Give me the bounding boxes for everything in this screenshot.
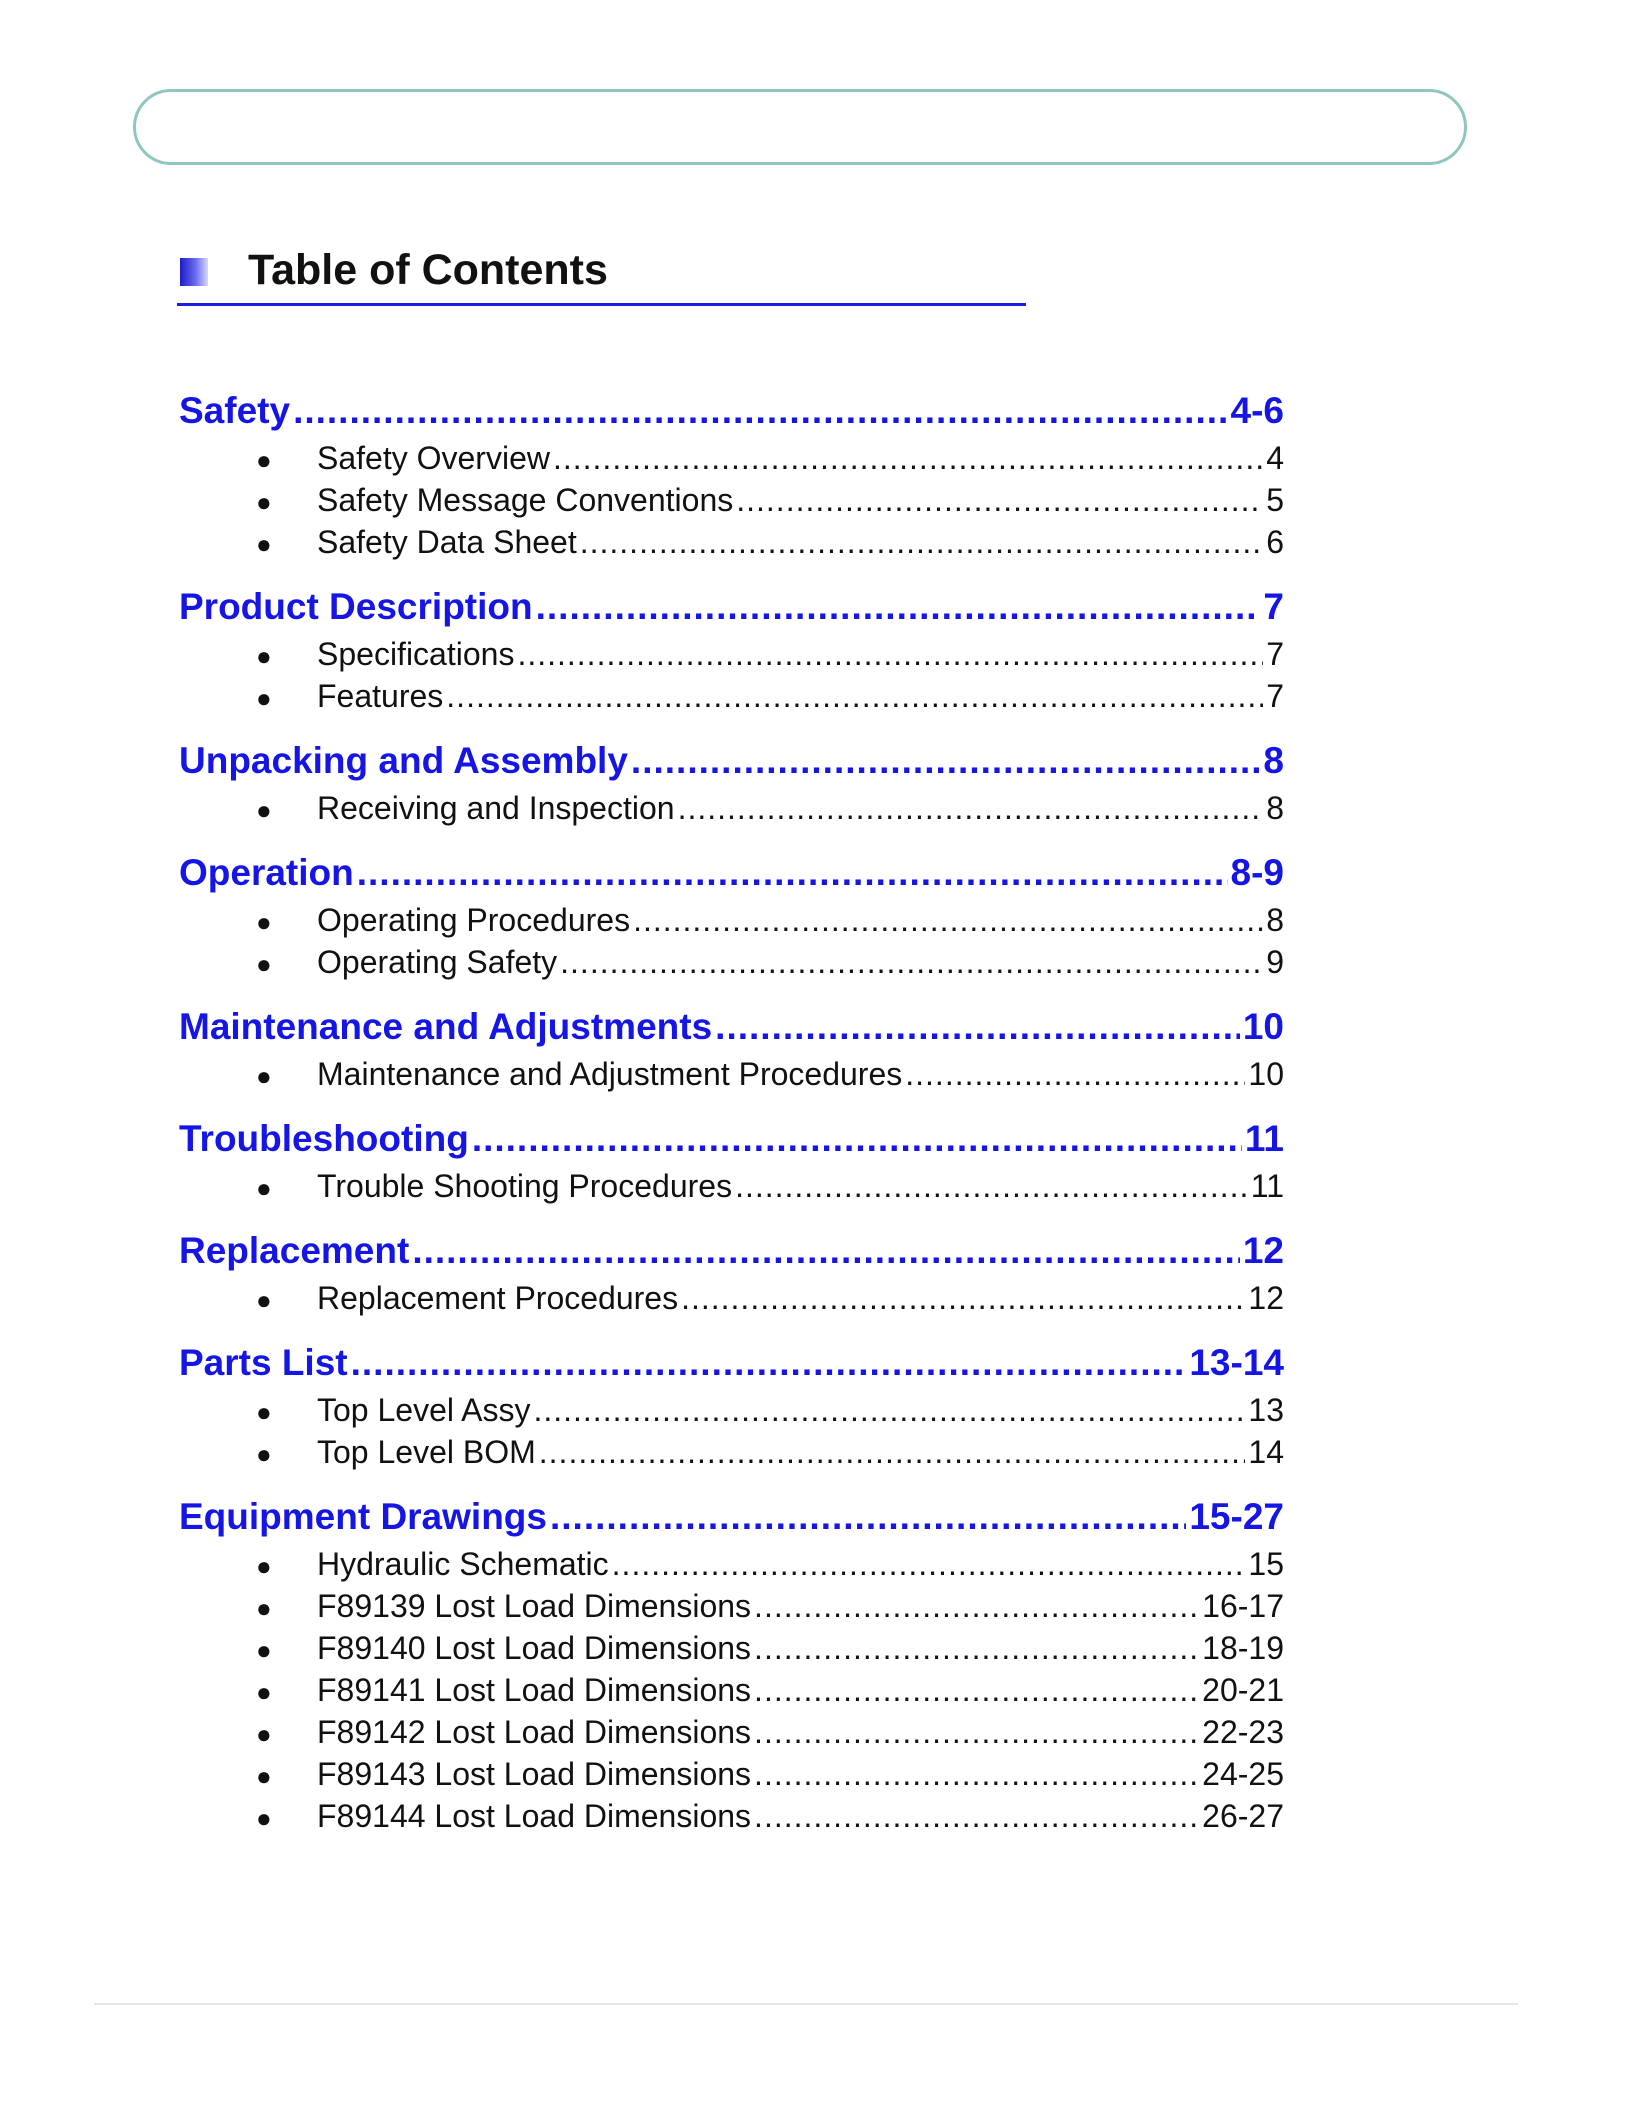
toc-section-page: 11 — [1244, 1118, 1284, 1159]
toc-subentry[interactable] — [179, 675, 1284, 717]
toc-subentry-title: Top Level Assy — [317, 1392, 531, 1428]
toc-section-entry[interactable] — [179, 847, 1284, 899]
toc-subentry-page: 6 — [1266, 524, 1284, 560]
toc-section-page: 7 — [1263, 586, 1284, 627]
toc-section-title: Parts List — [179, 1342, 348, 1383]
toc-list — [179, 385, 1284, 1837]
toc-subentry[interactable] — [179, 1543, 1284, 1585]
toc-subentry[interactable] — [179, 479, 1284, 521]
toc-subentry-page: 14 — [1248, 1434, 1284, 1470]
toc-subentry[interactable] — [179, 941, 1284, 983]
toc-subentry-page: 8 — [1266, 790, 1284, 826]
dot-leader — [905, 1053, 1245, 1095]
toc-subentry[interactable] — [179, 1389, 1284, 1431]
toc-subentry[interactable] — [179, 1585, 1284, 1627]
dot-leader — [293, 385, 1227, 437]
toc-section-page: 4-6 — [1230, 390, 1284, 431]
dot-leader — [681, 1277, 1245, 1319]
toc-section-entry[interactable] — [179, 1001, 1284, 1053]
toc-section-page: 10 — [1242, 1006, 1284, 1047]
toc-subentry[interactable] — [179, 1165, 1284, 1207]
toc-subentry-page: 13 — [1248, 1392, 1284, 1428]
toc-section-entry[interactable] — [179, 1491, 1284, 1543]
toc-section-page: 8-9 — [1230, 852, 1284, 893]
toc-subentry[interactable] — [179, 633, 1284, 675]
toc-subentry-page: 26-27 — [1202, 1798, 1284, 1834]
toc-subentry-title: Maintenance and Adjustment Procedures — [317, 1056, 903, 1092]
dot-leader — [754, 1795, 1199, 1837]
bullet-dot-icon: ● — [256, 795, 272, 825]
toc-subentry[interactable] — [179, 1053, 1284, 1095]
dot-leader — [580, 521, 1263, 563]
dot-leader — [536, 581, 1261, 633]
toc-subentry[interactable] — [179, 1753, 1284, 1795]
dot-leader — [539, 1431, 1246, 1473]
toc-section-page: 15-27 — [1189, 1496, 1284, 1537]
bullet-dot-icon: ● — [256, 1285, 272, 1315]
dot-leader — [754, 1669, 1199, 1711]
toc-section-entry[interactable] — [179, 581, 1284, 633]
toc-subentry-page: 22-23 — [1202, 1714, 1284, 1750]
toc-section-entry[interactable] — [179, 385, 1284, 437]
bullet-dot-icon: ● — [256, 1439, 272, 1469]
dot-leader — [631, 735, 1261, 787]
toc-subentry-page: 10 — [1248, 1056, 1284, 1092]
bullet-dot-icon: ● — [256, 1803, 272, 1833]
dot-leader — [550, 1491, 1186, 1543]
toc-subentry[interactable] — [179, 1277, 1284, 1319]
toc-subentry-title: Replacement Procedures — [317, 1280, 679, 1316]
toc-subentry-page: 15 — [1248, 1546, 1284, 1582]
toc-heading — [177, 236, 1026, 306]
toc-subentry[interactable] — [179, 1627, 1284, 1669]
bullet-dot-icon: ● — [256, 1719, 272, 1749]
bullet-dot-icon: ● — [256, 445, 272, 475]
toc-section-title: Troubleshooting — [179, 1118, 469, 1159]
toc-subentry-title: F89141 Lost Load Dimensions — [317, 1672, 752, 1708]
bullet-dot-icon: ● — [256, 1397, 272, 1427]
toc-subentry-page: 20-21 — [1202, 1672, 1284, 1708]
toc-section-page: 13-14 — [1189, 1342, 1284, 1383]
toc-subentry-title: F89144 Lost Load Dimensions — [317, 1798, 752, 1834]
toc-subentry[interactable] — [179, 899, 1284, 941]
bullet-dot-icon: ● — [256, 1593, 272, 1623]
toc-section-title: Safety — [179, 390, 291, 431]
toc-subentry-title: Receiving and Inspection — [317, 790, 675, 826]
dot-leader — [357, 847, 1228, 899]
bullet-dot-icon: ● — [256, 1173, 272, 1203]
dot-leader — [754, 1753, 1199, 1795]
toc-subentry-title: F89140 Lost Load Dimensions — [317, 1630, 752, 1666]
toc-subentry-page: 9 — [1266, 944, 1284, 980]
toc-subentry[interactable] — [179, 1431, 1284, 1473]
dot-leader — [472, 1113, 1242, 1165]
toc-subentry-page: 5 — [1266, 482, 1284, 518]
toc-section-title: Unpacking and Assembly — [179, 740, 628, 781]
toc-subentry-page: 16-17 — [1202, 1588, 1284, 1624]
dot-leader — [754, 1627, 1199, 1669]
toc-section-entry[interactable] — [179, 1113, 1284, 1165]
dot-leader — [736, 479, 1263, 521]
dot-leader — [735, 1165, 1248, 1207]
dot-leader — [446, 675, 1263, 717]
toc-subentry-title: Specifications — [317, 636, 515, 672]
toc-subentry[interactable] — [179, 1669, 1284, 1711]
toc-subentry-page: 7 — [1266, 678, 1284, 714]
dot-leader — [678, 787, 1264, 829]
toc-subentry[interactable] — [179, 1711, 1284, 1753]
toc-subentry-page: 7 — [1266, 636, 1284, 672]
dot-leader — [754, 1711, 1199, 1753]
dot-leader — [517, 633, 1263, 675]
toc-subentry-page: 8 — [1266, 902, 1284, 938]
dot-leader — [412, 1225, 1240, 1277]
toc-subentry-title: F89143 Lost Load Dimensions — [317, 1756, 752, 1792]
dot-leader — [553, 437, 1263, 479]
footer-divider — [94, 2003, 1518, 2005]
bullet-dot-icon: ● — [256, 1677, 272, 1707]
bullet-dot-icon: ● — [256, 1551, 272, 1581]
bullet-dot-icon: ● — [256, 1761, 272, 1791]
bullet-dot-icon: ● — [256, 949, 272, 979]
toc-subentry-title: Operating Safety — [317, 944, 558, 980]
bullet-dot-icon: ● — [256, 907, 272, 937]
toc-subentry-page: 11 — [1250, 1168, 1284, 1204]
toc-subentry-page: 24-25 — [1202, 1756, 1284, 1792]
toc-subentry[interactable] — [179, 521, 1284, 563]
toc-subentry[interactable] — [179, 1795, 1284, 1837]
toc-subentry-title: F89139 Lost Load Dimensions — [317, 1588, 752, 1624]
page-title: Table of Contents — [248, 246, 608, 294]
toc-section-title: Equipment Drawings — [179, 1496, 547, 1537]
toc-subentry[interactable] — [179, 787, 1284, 829]
toc-subentry-title: Hydraulic Schematic — [317, 1546, 609, 1582]
toc-subentry-title: Operating Procedures — [317, 902, 631, 938]
toc-subentry-title: Safety Data Sheet — [317, 524, 577, 560]
dot-leader — [633, 899, 1263, 941]
toc-section-entry[interactable] — [179, 1337, 1284, 1389]
toc-section-page: 12 — [1242, 1230, 1284, 1271]
toc-section-entry[interactable] — [179, 1225, 1284, 1277]
bullet-dot-icon: ● — [256, 1635, 272, 1665]
toc-subentry-title: Safety Overview — [317, 440, 550, 476]
bullet-dot-icon: ● — [256, 641, 272, 671]
toc-section-title: Product Description — [179, 586, 533, 627]
dot-leader — [533, 1389, 1245, 1431]
toc-section-title: Maintenance and Adjustments — [179, 1006, 713, 1047]
toc-subentry-title: Safety Message Conventions — [317, 482, 734, 518]
dot-leader — [715, 1001, 1240, 1053]
toc-section-title: Replacement — [179, 1230, 410, 1271]
bullet-dot-icon: ● — [256, 683, 272, 713]
toc-subentry[interactable] — [179, 437, 1284, 479]
dot-leader — [351, 1337, 1187, 1389]
header-band — [133, 89, 1467, 165]
toc-subentry-title: Top Level BOM — [317, 1434, 536, 1470]
toc-section-title: Operation — [179, 852, 354, 893]
toc-subentry-title: Features — [317, 678, 444, 714]
toc-section-entry[interactable] — [179, 735, 1284, 787]
gradient-square-icon — [180, 258, 208, 286]
dot-leader — [560, 941, 1263, 983]
toc-subentry-title: Trouble Shooting Procedures — [317, 1168, 733, 1204]
dot-leader — [754, 1585, 1199, 1627]
dot-leader — [612, 1543, 1246, 1585]
toc-subentry-title: F89142 Lost Load Dimensions — [317, 1714, 752, 1750]
toc-subentry-page: 12 — [1248, 1280, 1284, 1316]
toc-subentry-page: 18-19 — [1202, 1630, 1284, 1666]
bullet-dot-icon: ● — [256, 1061, 272, 1091]
bullet-dot-icon: ● — [256, 529, 272, 559]
bullet-dot-icon: ● — [256, 487, 272, 517]
toc-subentry-page: 4 — [1266, 440, 1284, 476]
toc-section-page: 8 — [1263, 740, 1284, 781]
